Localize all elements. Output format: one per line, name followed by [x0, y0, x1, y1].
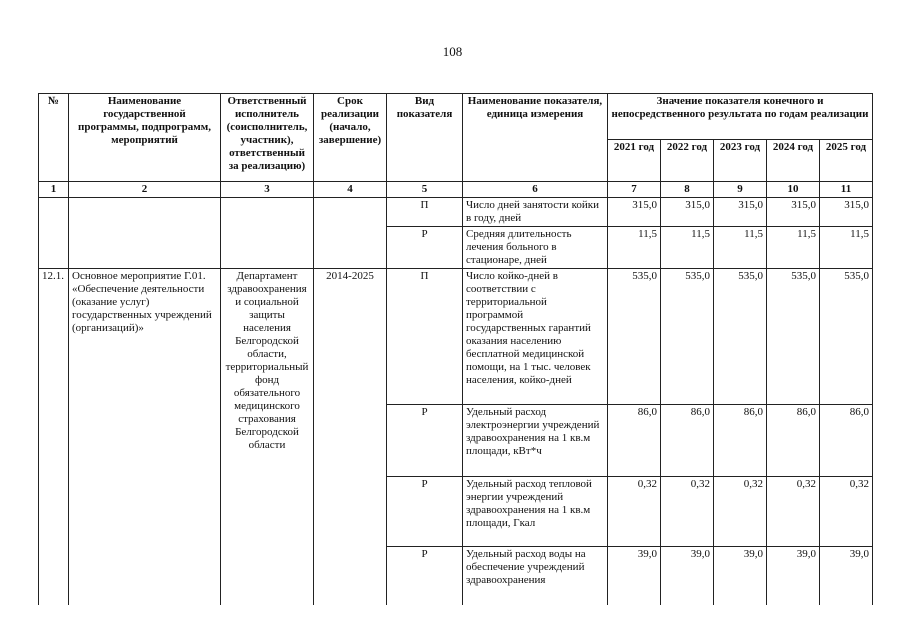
term-cell: [314, 198, 387, 269]
indicator-kind: Р: [387, 547, 463, 605]
indicator-value: 39,0: [661, 547, 714, 605]
header-num: №: [39, 94, 69, 182]
indicator-value: 86,0: [661, 405, 714, 477]
indicator-value: 315,0: [714, 198, 767, 227]
indicator-name: Средняя длительность лечения больного в стационаре, дней: [463, 227, 608, 269]
indicator-value: 315,0: [661, 198, 714, 227]
table-row: [39, 198, 873, 227]
col-index: 4: [314, 182, 387, 198]
indicator-value: 11,5: [661, 227, 714, 269]
indicator-value: 535,0: [767, 269, 820, 405]
header-indicator-name: Наименование показателя, единица измерения: [463, 94, 608, 182]
header-year: 2021 год: [608, 140, 661, 182]
indicator-value: 86,0: [714, 405, 767, 477]
indicator-name: Удельный расход тепловой энергии учреждений здравоохранения на 1 кв.м площади, Гкал: [463, 477, 608, 547]
indicator-value: 0,32: [820, 477, 873, 547]
indicators-table: [38, 93, 873, 605]
program-name-cell: Основное мероприятие Г.01. «Обеспечение деятельности (оказание услуг) государственных учреждений (организаций)»: [69, 269, 221, 605]
num-cell: [39, 198, 69, 269]
col-index: 2: [69, 182, 221, 198]
responsible-cell: Департамент здравоохранения и социальной защиты населения Белгородской области, территориальный фонд обязательного медицинского страхования Белгородской области: [221, 269, 314, 605]
indicator-value: 86,0: [820, 405, 873, 477]
indicator-name: Число койко-дней в соответствии с территориальной программой государственных гарантий оказания населению бесплатной медицинской помощи, на 1 тыс. человек населения, койко-дней: [463, 269, 608, 405]
col-index: 5: [387, 182, 463, 198]
indicator-name: Удельный расход электроэнергии учреждений здравоохранения на 1 кв.м площади, кВт*ч: [463, 405, 608, 477]
indicator-value: 0,32: [661, 477, 714, 547]
indicator-value: 535,0: [820, 269, 873, 405]
header-year: 2022 год: [661, 140, 714, 182]
header-year: 2025 год: [820, 140, 873, 182]
indicator-value: 39,0: [767, 547, 820, 605]
header-year: 2023 год: [714, 140, 767, 182]
indicator-value: 0,32: [608, 477, 661, 547]
indicator-value: 11,5: [608, 227, 661, 269]
col-index: 9: [714, 182, 767, 198]
col-index: 3: [221, 182, 314, 198]
indicator-value: 535,0: [608, 269, 661, 405]
header-year: 2024 год: [767, 140, 820, 182]
indicator-value: 315,0: [767, 198, 820, 227]
indicator-value: 11,5: [820, 227, 873, 269]
header-indicator-kind: Вид показателя: [387, 94, 463, 182]
header-values-group: Значение показателя конечного и непосредственного результата по годам реализации: [608, 94, 873, 140]
header-program-name: Наименование государственной программы, подпрограмм, мероприятий: [69, 94, 221, 182]
indicator-value: 535,0: [714, 269, 767, 405]
indicator-kind: Р: [387, 227, 463, 269]
indicator-value: 11,5: [767, 227, 820, 269]
col-index: 11: [820, 182, 873, 198]
indicator-value: 0,32: [714, 477, 767, 547]
indicator-value: 11,5: [714, 227, 767, 269]
indicator-name: Число дней занятости койки в году, дней: [463, 198, 608, 227]
indicator-kind: П: [387, 198, 463, 227]
num-cell: 12.1.: [39, 269, 69, 605]
indicator-value: 86,0: [608, 405, 661, 477]
indicator-kind: Р: [387, 405, 463, 477]
program-name-cell: [69, 198, 221, 269]
indicator-value: 0,32: [767, 477, 820, 547]
col-index: 1: [39, 182, 69, 198]
indicator-value: 39,0: [820, 547, 873, 605]
page-number: 108: [442, 44, 463, 59]
indicator-value: 315,0: [820, 198, 873, 227]
term-cell: 2014-2025: [314, 269, 387, 605]
col-index: 8: [661, 182, 714, 198]
header-term: Срок реализации (начало, завершение): [314, 94, 387, 182]
indicator-value: 39,0: [608, 547, 661, 605]
indicator-value: 39,0: [714, 547, 767, 605]
col-index: 10: [767, 182, 820, 198]
indicator-value: 315,0: [608, 198, 661, 227]
table-row: [39, 269, 873, 405]
responsible-cell: [221, 198, 314, 269]
indicator-kind: П: [387, 269, 463, 405]
col-index: 7: [608, 182, 661, 198]
indicator-kind: Р: [387, 477, 463, 547]
header-responsible: Ответственный исполнитель (соисполнитель, участник), ответственный за реализацию): [221, 94, 314, 182]
indicator-value: 86,0: [767, 405, 820, 477]
col-index: 6: [463, 182, 608, 198]
indicator-name: Удельный расход воды на обеспечение учреждений здравоохранения: [463, 547, 608, 605]
indicator-value: 535,0: [661, 269, 714, 405]
